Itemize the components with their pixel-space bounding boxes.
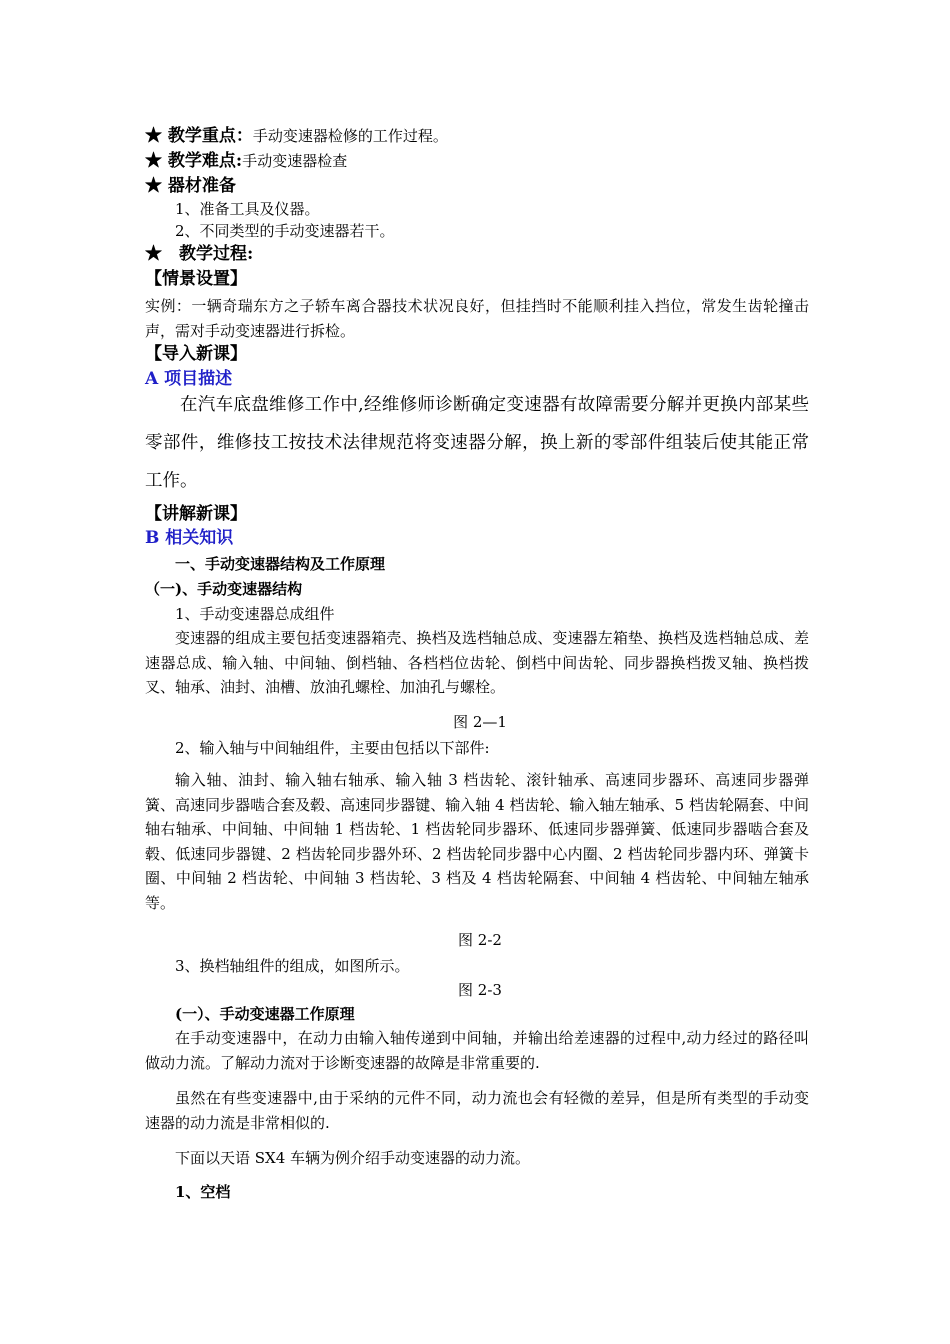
materials-label: ★ 器材准备 <box>145 176 236 196</box>
item-1-text: 变速器的组成主要包括变速器箱壳、换档及选档轴总成、变速器左箱垫、换档及选档轴总成、差速器总成、输入轴、中间轴、倒档轴、各档档位齿轮、倒档中间齿轮、同步器换档拨叉轴、换档拨叉、轴承、油封、油槽、放油孔螺栓、加油孔与螺栓。 <box>145 629 809 696</box>
key-point-label: ★ 教学重点： <box>145 126 253 146</box>
principle-text-2: 虽然在有些变速器中,由于采纳的元件不同，动力流也会有轻微的差异，但是所有类型的手动变速器的动力流是非常相似的. <box>145 1089 809 1132</box>
key-point-line <box>145 126 448 146</box>
key-point-text: 手动变速器检修的工作过程。 <box>252 127 448 145</box>
scene-setting-heading: 【情景设置】 <box>145 269 247 289</box>
neutral-heading: 1、空档 <box>175 1183 231 1201</box>
heading-working-principle: (一）、手动变速器工作原理 <box>175 1005 355 1023</box>
difficulty-label: ★ 教学难点: <box>145 151 243 171</box>
project-description-text: 在汽车底盘维修工作中,经维修师诊断确定变速器有故障需要分解并更换内部某些零部件，维修技工按技术法律规范将变速器分解，换上新的零部件组装后使其能正常工作。 <box>145 395 809 491</box>
item-3-heading: 3、换档轴组件的组成，如图所示。 <box>175 957 410 975</box>
section-a-heading: A 项目描述 <box>145 369 233 389</box>
principle-text-1: 在手动变速器中，在动力由输入轴传递到中间轴，并输出给差速器的过程中,动力经过的路径叫做动力流。了解动力流对于诊断变速器的故障是非常重要的. <box>145 1029 809 1072</box>
materials-item-2: 2、不同类型的手动变速器若干。 <box>175 222 395 240</box>
explain-new-lesson-heading: 【讲解新课】 <box>145 504 247 524</box>
section-b-heading: B 相关知识 <box>145 528 234 548</box>
intro-new-lesson-heading: 【导入新课】 <box>145 344 247 364</box>
scene-example-text: 实例：一辆奇瑞东方之子轿车离合器技术状况良好，但挂挡时不能顺利挂入挡位，常发生齿轮撞击声，需对手动变速器进行拆检。 <box>145 297 809 340</box>
figure-2-1-caption: 图 2—1 <box>453 713 507 731</box>
difficulty-line <box>145 151 347 171</box>
item-2-text: 输入轴、油封、输入轴右轴承、输入轴 3 档齿轮、滚针轴承、高速同步器环、高速同步器弹簧、高速同步器啮合套及毂、高速同步器键、输入轴 4 档齿轮、输入轴左轴承、5 档齿轮隔套、中间轴右轴承、中间轴、中间轴 1 档齿轮、1 档齿轮同步器环、低速同步器弹簧、低速同步器啮合套及毂、低速同步器键、2 档齿轮同步器外环、2 档齿轮同步器中心内圈、2 档齿轮同步器内环、弹簧卡圈、中间轴 2 档齿轮、中间轴 3 档齿轮、3 档及 4 档齿轮隔套、中间轴 4 档齿轮、中间轴左轴承等。 <box>145 771 809 912</box>
heading-structure: （一)、手动变速器结构 <box>145 580 303 598</box>
process-label: ★ 教学过程: <box>145 244 254 264</box>
principle-text-3: 下面以天语 SX4 车辆为例介绍手动变速器的动力流。 <box>175 1149 531 1167</box>
item-2-heading: 2、输入轴与中间轴组件，主要由包括以下部件: <box>175 739 490 757</box>
item-1-heading: 1、手动变速器总成组件 <box>175 605 335 623</box>
materials-item-1: 1、准备工具及仪器。 <box>175 200 320 218</box>
heading-structure-principle: 一、手动变速器结构及工作原理 <box>175 555 386 573</box>
figure-2-2-caption: 图 2-2 <box>458 931 502 949</box>
figure-2-3-caption: 图 2-3 <box>458 981 502 999</box>
difficulty-text: 手动变速器检查 <box>242 152 348 170</box>
